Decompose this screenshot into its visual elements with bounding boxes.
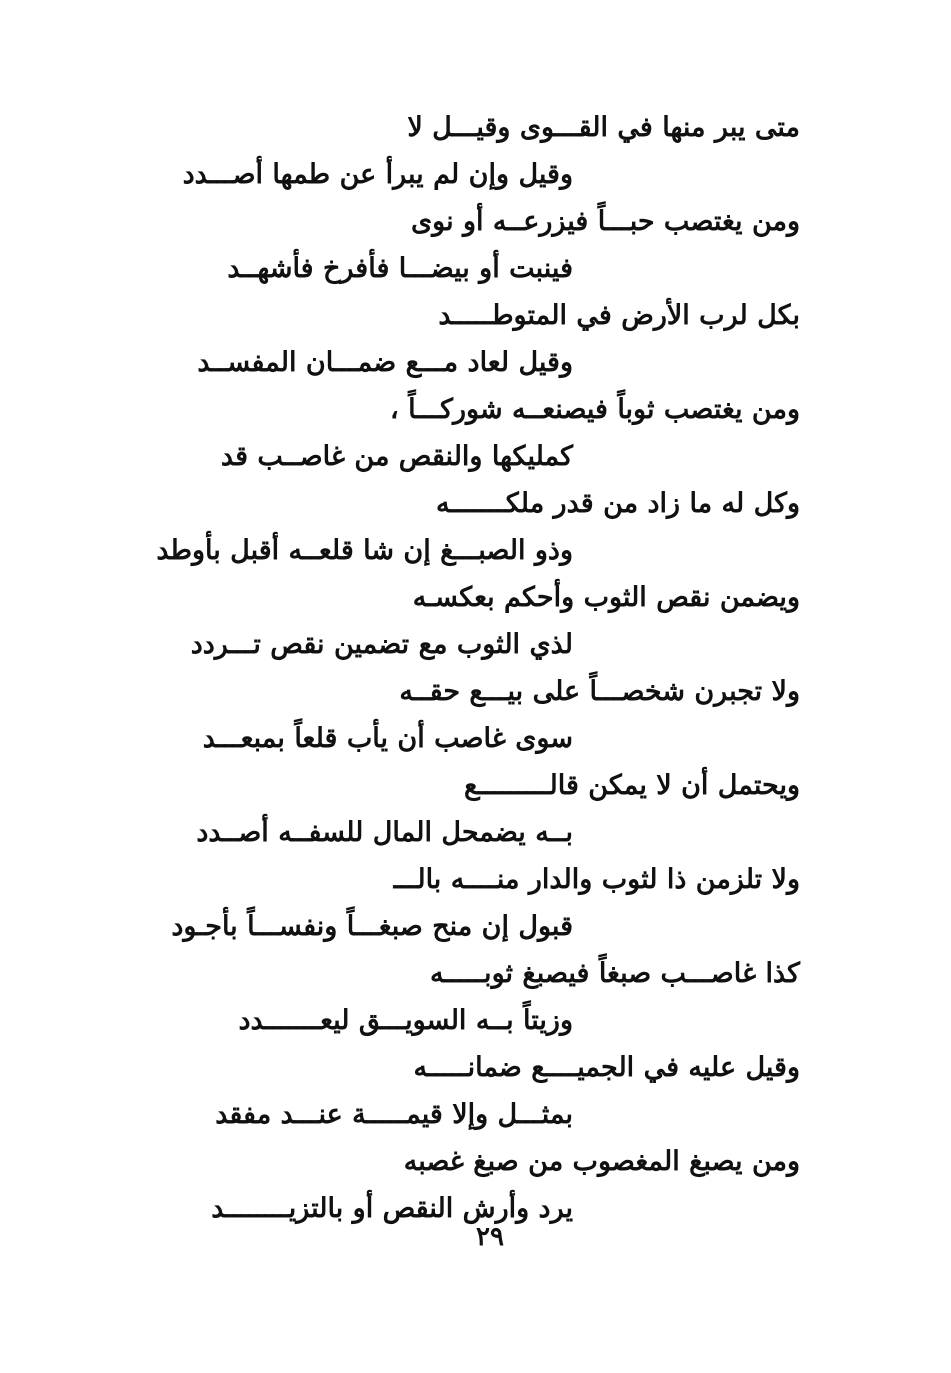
verse-line: قبول إن منح صبغـــاً ونفســـاً بأجـود <box>171 911 573 942</box>
verse-line: كذا غاصـــب صبغاً فيصبغ ثوبـــــه <box>430 958 800 989</box>
verse-line: وقيل لعاد مـــع ضمـــان المفســد <box>197 347 573 378</box>
verse-line: وذو الصبـــغ إن شا قلعــه أقبل بأوطد <box>156 535 573 566</box>
verse-line: وزيتاً بــه السويـــق ليعـــــــدد <box>238 1005 573 1036</box>
verse-line: ويضمن نقص الثوب وأحكم بعكسـه <box>412 582 800 613</box>
verse-line: متى يبر منها في القـــوى وقيـــل لا <box>407 112 800 143</box>
verse-line: وقيل عليه في الجميــــع ضمانـــــه <box>413 1052 800 1083</box>
verse-line: سوى غاصب أن يأب قلعاً بمبعـــد <box>202 723 573 754</box>
verse-line: بكل لرب الأرض في المتوطـــــد <box>438 300 800 331</box>
verse-line: ولا تلزمن ذا لثوب والدار منــــه بالـــ <box>393 864 800 895</box>
verse-line: ومن يصبغ المغصوب من صبغ غصبه <box>403 1146 800 1177</box>
verse-line: لذي الثوب مع تضمين نقص تـــردد <box>190 629 573 660</box>
verse-line: ولا تجبرن شخصـــاً على بيـــع حقــه <box>399 676 800 707</box>
verse-line: بــه يضمحل المال للسفــه أصــدد <box>196 817 573 848</box>
page-number: ٢٩ <box>476 1222 504 1252</box>
verse-line: يرد وأرش النقص أو بالتزيــــــــد <box>211 1193 573 1224</box>
verse-line: ومن يغتصب ثوباً فيصنعــه شوركـــاً ، <box>390 394 800 425</box>
verse-line: بمثـــل وإلا قيمـــــة عنـــد مفقد <box>215 1099 573 1130</box>
verse-line: فينبت أو بيضـــا فأفرخ فأشهــد <box>227 253 573 284</box>
verse-line: ومن يغتصب حبـــاً فيزرعــه أو نوى <box>411 206 800 237</box>
verse-line: وكل له ما زاد من قدر ملكـــــــه <box>436 488 800 519</box>
verse-line: وقيل وإن لم يبرأ عن طمها أصـــدد <box>182 159 573 190</box>
verse-line: ويحتمل أن لا يمكن قالـــــــــع <box>463 770 800 801</box>
verse-line: كمليكها والنقص من غاصــب قد <box>220 441 573 472</box>
